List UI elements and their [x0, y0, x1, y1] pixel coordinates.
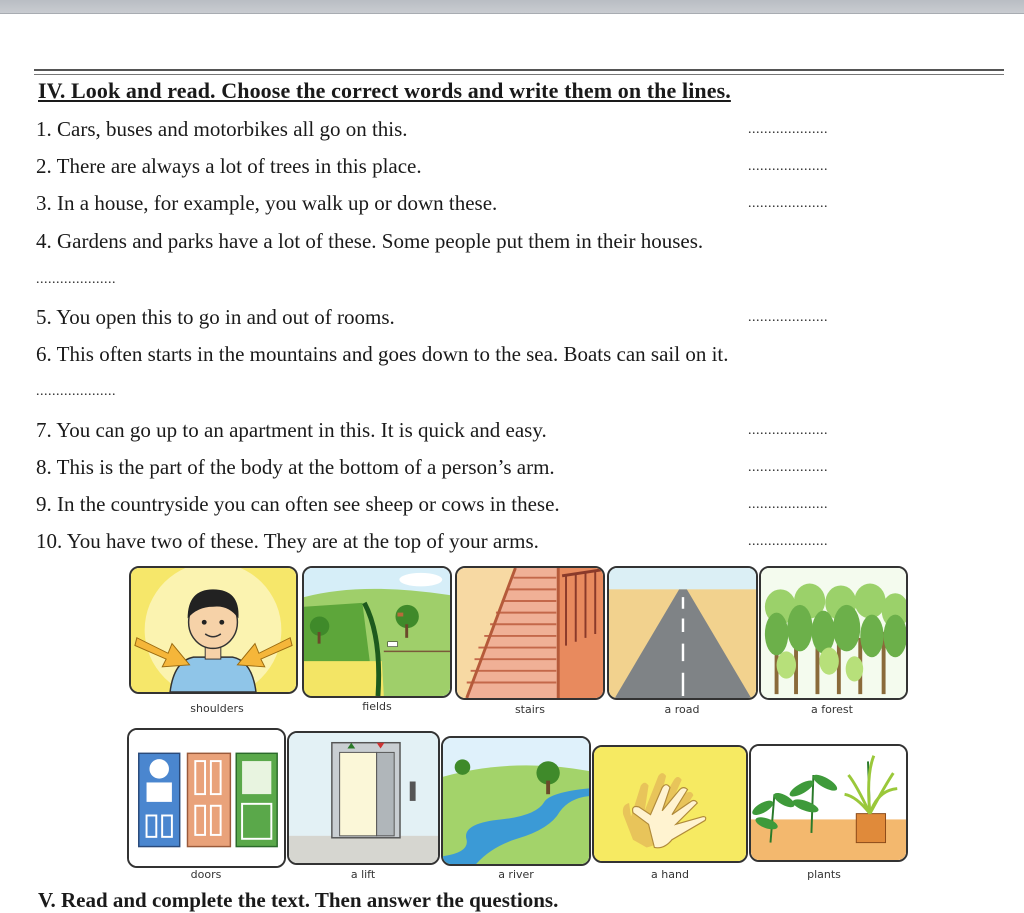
caption-shoulders: shoulders — [190, 702, 244, 715]
answer-line-4[interactable]: .................... — [36, 272, 116, 287]
caption-doors: doors — [190, 868, 222, 881]
top-rule — [34, 69, 1004, 71]
picture-forest — [759, 566, 908, 700]
top-rule-thin — [34, 74, 1004, 75]
answer-line-9[interactable]: .................... — [748, 497, 828, 512]
caption-plants: plants — [807, 868, 841, 881]
section-title: IV. Look and read. Choose the correct words and write them on the lines. — [38, 78, 731, 103]
answer-line-7[interactable]: .................... — [748, 423, 828, 438]
answer-line-3[interactable]: .................... — [748, 196, 828, 211]
question-8: 8. This is the part of the body at the bottom of a person’s arm. — [36, 455, 555, 479]
question-6: 6. This often starts in the mountains and goes down to the sea. Boats can sail on it. — [36, 342, 729, 366]
caption-river: a river — [498, 868, 534, 881]
question-9: 9. In the countryside you can often see sheep or cows in these. — [36, 492, 560, 516]
question-1: 1. Cars, buses and motorbikes all go on this. — [36, 117, 408, 141]
answer-line-2[interactable]: .................... — [748, 159, 828, 174]
answer-line-5[interactable]: .................... — [748, 310, 828, 325]
question-10: 10. You have two of these. They are at the top of your arms. — [36, 529, 539, 553]
question-4: 4. Gardens and parks have a lot of these. Some people put them in their houses. — [36, 229, 704, 253]
picture-shoulders — [129, 566, 298, 694]
window-top-bar — [0, 0, 1024, 14]
question-7: 7. You can go up to an apartment in this. It is quick and easy. — [36, 418, 547, 442]
question-5: 5. You open this to go in and out of rooms. — [36, 305, 395, 329]
picture-fields — [302, 566, 452, 698]
picture-river — [441, 736, 591, 866]
question-3: 3. In a house, for example, you walk up or down these. — [36, 191, 498, 215]
caption-lift: a lift — [350, 868, 376, 881]
question-2: 2. There are always a lot of trees in this place. — [36, 154, 422, 178]
picture-doors — [127, 728, 286, 868]
answer-line-10[interactable]: .................... — [748, 534, 828, 549]
caption-forest: a forest — [811, 703, 853, 716]
picture-lift — [287, 731, 440, 865]
answer-line-8[interactable]: .................... — [748, 460, 828, 475]
picture-road — [607, 566, 758, 700]
caption-stairs: stairs — [514, 703, 546, 716]
answer-line-1[interactable]: .................... — [748, 122, 828, 137]
answer-line-6[interactable]: .................... — [36, 384, 116, 399]
caption-road: a road — [664, 703, 700, 716]
picture-stairs — [455, 566, 605, 700]
caption-hand: a hand — [651, 868, 689, 881]
picture-hand — [592, 745, 748, 863]
next-section-title: V. Read and complete the text. Then answer the questions. — [38, 888, 559, 912]
caption-fields: fields — [362, 700, 392, 713]
picture-plants — [749, 744, 908, 862]
